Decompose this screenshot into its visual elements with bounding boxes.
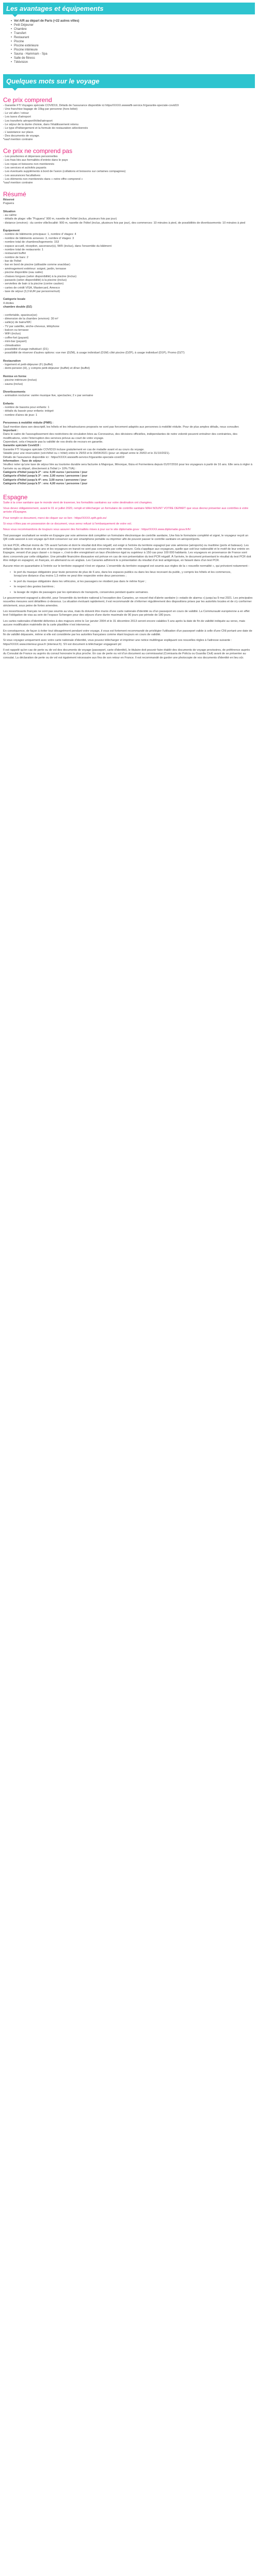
block-gap — [3, 417, 253, 421]
block-gap — [3, 225, 253, 229]
country-rule-item: • le port du masque obligatoire pour toute personne de plus de 6 ans, dans les espaces publics ou dans les lieux recevant du public, y compris les hôtels et les commerces, lorsqu'une distance d'au moins 1,5 mètre ne peut être respectée entre deux personnes ; — [14, 571, 237, 579]
advantage-item: • Salle de fitness — [14, 57, 258, 61]
summary-line: - nombre total de chambres/logements: 153 — [3, 241, 59, 244]
summary-line: Valable pour une réservation (vol+hôtel ou + hôtel) entre le 29/03 et le 30/04/2021 (pour un départ entre le 29/03 et le 31/10/2021). — [3, 452, 170, 455]
summary-line: - piscine disponible (eau salée) — [3, 271, 43, 275]
advantage-item: • Sauna - Hammam - Spa — [14, 53, 258, 57]
summary-line: - chaises longues (selon disponibilité) à la piscine (inclus) — [3, 275, 77, 278]
advantage-item: • Restaurant — [14, 36, 258, 40]
summary-subheading: Restauration — [3, 359, 21, 363]
summary-line: - serviettes de bain à la piscine (contre caution) — [3, 282, 64, 286]
included-line: - Une franchise bagage de 15kg par personne (hors bébé) — [3, 108, 78, 111]
country-paragraph: Nous vous recommandons de toujours vous assurer des formalités mises à jour sur le site diplomatie.gouv : https//XXXX.www.diplomatie.gouv.fr/fr/ — [3, 528, 191, 532]
summary-subheading: chambre double (DZ) — [3, 306, 32, 309]
summary-line: - TV par satellite, sèche-cheveux, téléphone — [3, 325, 60, 328]
summary-subheading: Personnes à mobilité réduite (PMR) : — [3, 421, 54, 425]
summary-line: - animation nocturne: variée musique live, spectacles; 2 x par semaine — [3, 394, 93, 398]
summary-subheading: Garantie spéciale Covid19 : — [3, 444, 41, 448]
advantage-item: • Télévision — [14, 61, 258, 65]
summary-block — [3, 421, 253, 486]
advantage-item: • Chambre — [14, 28, 258, 32]
summary-line: - cartes de crédit VISA, Mastercard, Amexco — [3, 286, 60, 290]
country-paragraph: Aucune mise en quarantaine à l'entrée sur le territoire espagnol n'est en vigueur. L'ensemble du territoire espagnol est soumis aux règles de la « nouvelle normalité », qui prévoient notamment : — [3, 565, 249, 568]
summary-subheading: Divertissements — [3, 390, 26, 394]
summary-subheading: Équipement — [3, 229, 20, 232]
included-line: - Des documents de voyage. — [3, 134, 40, 138]
country-paragraph: Vous devez obligatoirement, avant le 01 er juillet 2020, rempli et télécharger un formulaire de contrôle sanitaire MAH NOUNT VOTRE DEPART que vous devrez présenter aux contrôles à votre arrivée d'Espagne. — [3, 506, 249, 514]
summary-line: Garantie FTI Voyages spéciale COVID19 incluse gratuitement en cas de maladie avant et au cours du voyage. — [3, 448, 144, 451]
country-paragraph: Un test PCR, effectué moins de 72h avant l'arrivée et dont le résultat doit être négatif, est exigé à l'entrée du territoire espagnol par voie aérienne (aéroports) ou maritime (ports et bateaux). Les enfants âgés de moins de six ans et les voyageurs en transit ne sont pas concernés par cette mesure. Cela s'applique aux voyageurs, quelle que soit leur nationalité et le motif de leur entrée en Espagne, venant d'un pays classé « à risque », c'est-à-dire enregistrant un taux d'incidence égal ou supérieur à 150 cas pour 100 000 habitants. Les voyageurs en provenance de France sont donc concernés par cette obligation. Une pénalité financière dissuasive est prévue en cas de non présentation du test PCR négatif. À l'arrivée, le document présentant le résultat du test PCR doit être rédigé en espagnol, en français, en allemand ou en anglais. Les Canaries adhèrent le à présentation du résultat d'un test antigénique, en faisant dans d'un test PCR. — [3, 544, 251, 562]
country-section — [0, 494, 258, 660]
summary-line: - bar de l'hôtel — [3, 260, 22, 263]
banner-notch-icon — [12, 88, 18, 91]
country-paragraph: Tout passager souhaitant se rendre en Espagne par voie aérienne doit compléter un formulaire électronique de contrôle sanitaire, Une fois le formulaire complété et signé, le voyageur reçoit un QR code associé à son voyage qu'il doit conserver sur son smartphone portable ou imprimer afin de pouvoir passer le contrôle sanitaire en aéroport/ports. — [3, 534, 249, 541]
country-paragraph: Il est rappelé qu'en cas de perte ou de vol des documents de voyage (passeport, carte d'identité), le titulaire doit pouvoir faire établir des documents de voyage provisoires, de préférence auprès du Consulat de France ou auprès du consul honoraire le plus proche. En cas de perte ou vol d'un document au commissariat (Comisaria de Policía ou Guardia Civil) avant de se présenter au consulat. La déclaration de perte ou de vol est également nécessaire aux fins de son retour en France. Il est recommandé de garder une photocopie de vos documents d'identité en lieu sûr. — [3, 649, 250, 659]
country-rule-item: • le port du masque obligatoire dans les véhicules, si les passagers ne résident pas dans le même foyer ; — [14, 580, 237, 584]
summary-content — [3, 198, 253, 486]
country-paragraph: Si vous n'êtes pas en possession de ce document, vous serez refusé à l'embarquement de votre vol. — [3, 522, 132, 526]
advantages-title: Les avantages et équipements — [6, 5, 104, 12]
country-paragraph: Les cartes nationales d'identité délivrées à des majeurs entre le 1er janvier 2004 et le 31 décembre 2013 seront encore valables 5 ans après la date de fin de validité indiquée au verso, mais aucune modification matérielle de la carte plastifiée n'est intervenue. — [3, 619, 246, 627]
summary-block — [3, 198, 253, 206]
included-list — [3, 104, 253, 142]
country-rule-item: • la lavage de règles de passagers par les opérateurs de transports, conservées pendant quatre semaines. — [14, 591, 237, 595]
summary-line: - aménagement extérieur: soigné, jardin, terrasse — [3, 267, 67, 270]
summary-block — [3, 360, 253, 371]
advantage-item: • Piscine — [14, 40, 258, 44]
advantage-item: • Petit Déjeuner — [14, 24, 258, 28]
summary-line: - mini-bar (payant) — [3, 340, 27, 344]
summary-subheading: Remise en forme — [3, 375, 27, 378]
summary-line: - demi-pension (H), y compris petit-déjeuner (buffet) et dîner (buffet) — [3, 367, 90, 370]
summary-line: - sauna (inclus) — [3, 382, 23, 386]
summary-line: Puguera — [3, 202, 14, 206]
excluded-line: - Les pourboires et dépenses personnelles — [3, 155, 58, 158]
country-paragraph: Suite à la crise sanitaire que le monde vient de traverser, les formalités sanitaires sur votre destination ont changées. — [3, 501, 153, 504]
block-gap — [3, 310, 253, 314]
block-gap — [3, 386, 253, 391]
advantages-section — [0, 3, 258, 65]
summary-subheading: Réservé — [3, 198, 14, 201]
country-paragraph: Le gouvernement espagnol a décrété, pour l'ensemble du territoire national à l'exception des Canaries, un nouvel état d'alerte sanitaire (« estado de alarma ») jusqu'au 9 mai 2021. Les principales nouvelles mesures sont détaillées ci-dessous. La situation évoluant rapidement, il est recommandé de s'informer régulièrement des dispositions prises par les autorités locales et de s'y conformer strictement, sous peine de fortes amendes. — [3, 596, 253, 607]
summary-block — [3, 375, 253, 386]
excluded-line: *sauf mention contraire — [3, 181, 33, 185]
banner-notch-icon — [12, 14, 18, 17]
block-gap — [3, 294, 253, 298]
excluded-title: Ce prix ne comprend pas — [3, 147, 73, 155]
country-rule-item: • le respect des gestes barrières ; — [14, 585, 237, 589]
included-line: - Les taxes d'aéroport — [3, 115, 31, 119]
excluded-line: - Les assurances facultatives — [3, 174, 41, 177]
advantage-item: • Vol A/R au départ de Paris (+22 autres villes) — [14, 20, 258, 24]
included-section — [0, 96, 258, 142]
excluded-line: - Les frais liés aux formalités d'entrée dans le pays — [3, 159, 68, 162]
included-line: - L'assistance sur place. — [3, 130, 34, 134]
country-paragraph: En conséquence, de façon à éviter tout désagrément pendant votre voyage, il vous est fortement recommandé de privilégier l'utilisation d'un passeport valide à celle d'une CNI portant une date de fin de validité dépassée, même si elle est considérée par les autorités françaises comme étant toujours en cours de validité. — [3, 629, 252, 636]
summary-line: - nombre de bassins pour enfants: 1 — [3, 406, 50, 409]
excluded-line: - Les éventuels suppléments à bord de l'avion (collations et boissons sur certaines compagnies) — [3, 170, 126, 174]
summary-line: Dans le cadre de l'assouplissement des restrictions de circulation liées au Coronavirus, des décisions officielles, indépendantes de notre volonté peuvent entraîner des contraintes, des modifications, voire l'interruption des services prévus au court de votre voyage. — [3, 433, 238, 440]
summary-line: - possibilité de réserver d'autres options: vue mer (DZM), à usage individuel (D1M) côté piscine (DZP), à usage individuel (D1P), Promo (DZT) — [3, 351, 185, 355]
summary-line: - au calme — [3, 213, 17, 217]
summary-block — [3, 210, 253, 226]
summary-subheading: Important : — [3, 429, 19, 432]
summary-line: - nombre de bâtiments principaux: 1, nombre d' étages: 4 — [3, 233, 76, 236]
included-line: - Le séjour de la durée choisie, dans l'établissement retenu — [3, 123, 78, 126]
excluded-line: - Les services et activités payants — [3, 166, 46, 170]
block-gap — [3, 355, 253, 360]
advantage-item: • Transfert — [14, 32, 258, 36]
summary-block — [3, 314, 253, 355]
country-title: Espagne — [3, 493, 28, 501]
summary-line: - détails du bassin pour enfants: intégré — [3, 410, 54, 413]
country-info-top — [3, 501, 253, 569]
summary-line: - taxe de séjour (3,3 EUR par personne/nuit) — [3, 290, 60, 293]
summary-line: - piscine intérieure (inclus) — [3, 379, 37, 382]
block-gap — [3, 398, 253, 402]
summary-line: - balcon ou terrasse — [3, 329, 29, 332]
excluded-list — [3, 155, 253, 185]
excluded-line: - Les éléments non mentionnés dans « notre offre comprend » — [3, 178, 83, 181]
summary-block — [3, 229, 253, 294]
included-title: Ce prix comprend — [3, 96, 52, 104]
summary-line: Sauf mention dans son descriptif, les hôtels et les infrastructures proposés ne sont pas forcement adaptés aux personnes à mobilité réduite. Pour de plus amples détails, nous consulter. — [3, 425, 239, 429]
advantages-list — [14, 20, 258, 65]
summary-title: Résumé — [3, 190, 26, 198]
advantage-item: • Piscine extérieure — [14, 44, 258, 48]
block-gap — [3, 206, 253, 210]
about-title: Quelques mots sur le voyage — [6, 77, 100, 85]
included-line: *sauf mention contraire — [3, 138, 33, 142]
summary-block — [3, 298, 253, 309]
summary-line: - nombre de bars: 2 — [3, 256, 28, 259]
summary-line: - parasols (selon disponibilité) à la piscine (inclus) — [3, 278, 67, 282]
summary-line: - salle(s) de bains/WC — [3, 321, 32, 325]
summary-line: - détails de plage: ville "Puguera" 900 m, navette de l'hôtel (inclus, plusieurs fois par jour) — [3, 217, 117, 221]
summary-line: - espace accueil, réception, ascenseur(s), WiFi (inclus), dans l'ensemble du bâtiment — [3, 244, 111, 248]
summary-subheading: Information - Taxe de séjour — [3, 459, 42, 463]
country-paragraph: Pour remplir ce document, merci de cliquer sur ce lien : https//XXXX.spth.gob.es/ — [3, 516, 107, 520]
excluded-section — [0, 147, 258, 185]
summary-line: - WiFi (inclus) — [3, 332, 21, 336]
summary-line: - logement et petit-déjeuner (F) (buffet) — [3, 363, 53, 366]
summary-line: - dimension de la chambre (environ): 30 m² — [3, 317, 58, 320]
summary-line: - coffre-fort (payant) — [3, 336, 29, 340]
summary-subheading: Catégorie d'hôtel jusqu'à 2* : env. 0,00 euros / personne / jour — [3, 471, 88, 474]
country-rules-list — [14, 571, 237, 595]
summary-line: - confortable, spacieux(se) — [3, 313, 37, 317]
summary-line: - possibilité d'usage individuel: (D1) — [3, 347, 49, 351]
advantage-item: • Piscine intérieure — [14, 48, 258, 53]
included-line: - Les transferts aéroport/hôtel/aéroport — [3, 119, 53, 123]
included-line: - Le vol aller / retour — [3, 111, 29, 115]
country-info-bottom — [3, 597, 253, 660]
summary-line: - bar en bord de piscine (utilisable comme snackbar) — [3, 263, 70, 267]
advantages-banner — [3, 3, 255, 14]
summary-line: - nombre d'aires de jeux: 1 — [3, 413, 38, 417]
country-paragraph: Si vous voyagez uniquement avec votre carte nationale d'identité, vous pouvez télécharger et imprimer une notice multilingue expliquant ces nouvelles règles à l'adresse suivante : https//XXXX.www.interieur.gouv.fr (interieur.fr). S'il est document à télécharger engageant pt/. — [3, 639, 232, 646]
included-line: - Garantie FTI Voyages spéciale COVID19, Détails de l'assurance disponible ici https//XXXX.wwwwfti-service.fr/garantie-speciale-covid19 — [3, 104, 179, 107]
summary-block — [3, 402, 253, 418]
summary-subheading: Situation — [3, 210, 15, 213]
summary-subheading: Catégorie d'hôtel jusqu'à 4*: env. 3,00 euros / personne / jour — [3, 478, 87, 482]
summary-subheading: Catégorie d'hôtel jusqu'à 3* : env. 2,00 euros / personne / jour — [3, 474, 88, 478]
excluded-line: - Les repas et boissons non mentionnés — [3, 162, 55, 166]
summary-line: - nombre total de restaurants: 1 — [3, 248, 44, 251]
included-line: - Le type d'hébergement et la formule de restauration sélectionnés — [3, 127, 88, 130]
summary-block — [3, 391, 253, 398]
summary-subheading: Catégorie d'hôtel jusqu'à 5* : env. 4,00 euros / personne / jour — [3, 482, 88, 486]
country-paragraph: Les ressortissants français ne sont pas soumis au visa, mais ils doivent être munis d'une carte nationale d'identité ou d'un passeport en cours de validité. La Communauté européenne a en effet levé l'obligation de visa au sein de l'espace Schengen pour des séjours d'une durée maximale de 90 jours par période de 180 jours. — [3, 610, 250, 617]
summary-line: Cependant, cela n'impacte pas la validité de vos droits de recours en garantie. — [3, 440, 103, 444]
summary-line: Détails de l'assurance disponible ici : https//XXXX.wwwwfti-service.fr/garantie-speciale-covid19 — [3, 455, 124, 459]
block-gap — [3, 371, 253, 375]
summary-section — [0, 191, 258, 486]
summary-subheading: Catégorie locale — [3, 298, 26, 301]
summary-line: - nombre de bâtiments annexes: 3, nombre d' étages: 3 — [3, 236, 74, 240]
about-banner — [3, 74, 255, 88]
summary-line: - climatisation — [3, 344, 21, 347]
summary-line: - distance (environ) : du centre ville/localité: 900 m, navette de l'hôtel (inclus, plusieurs fois par jour), des commerces: 10 minutes à pied, de possibilités de divertissements: 10 minutes à pied — [3, 221, 246, 225]
summary-subheading: Enfants — [3, 402, 14, 405]
summary-line: - restaurant buffet — [3, 252, 26, 256]
summary-line: 4 étoiles — [3, 301, 14, 305]
summary-line: Veuillez noter qu'une taxe de séjour liée au tourisme durable sera facturée à Majorque, Minorque, Ibiza et Formentera depuis 01/07/2016 pour les voyageurs à partir de 16 ans. Elle sera à régler à l'arrivée ou au départ, directement à l'hôtel (+ 10% TVA) : — [3, 463, 253, 470]
